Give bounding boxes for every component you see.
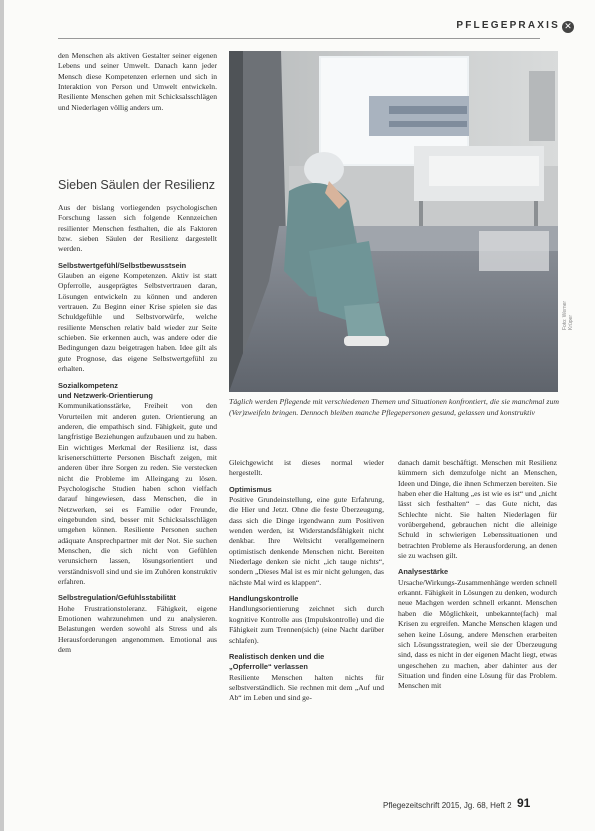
paragraph: den Menschen als aktiven Gestalter seiner eigenen Lebens und seiner Umwelt. Danach kann jeder Mensch diese Kompetenzen erlernen und sich in Interaktion von Person und Umwelt entwickeln. Resiliente Menschen gehen mit Schicksalsschlägen und Niederlagen völlig anders um. bbox=[58, 51, 217, 112]
paragraph: Aus der bislang vorliegenden psychologischen Forschung lassen sich folgende Kennzeichen resilienter Menschen festhalten, die als Faktoren bzw. sieben Säulen der Resilienz dargestellt werden. bbox=[58, 203, 217, 254]
page-header bbox=[0, 0, 595, 48]
subheading: Realistisch denken und die bbox=[229, 651, 325, 661]
subheading: Optimismus bbox=[229, 484, 272, 494]
photo-nurse-sitting-in-corridor bbox=[229, 51, 558, 392]
paragraph: Handlungsorientierung zeichnet sich durch kognitive Kontrolle aus (Impulskontrolle) und die Fähigkeit zum Trennen(sich) (eine Nacht darüber schlafen). bbox=[229, 604, 384, 645]
section-header-title: PFLEGEPRAXIS bbox=[456, 20, 560, 31]
photo-caption: Täglich werden Pflegende mit verschiedenen Themen und Situationen konfrontiert, die sie manchmal zum (Ver)zweifeln bringen. Dennoch bleiben manche Pflegepersonen gesund, gelassen und konstruktiv bbox=[229, 397, 559, 417]
subheading: Sozialkompetenz bbox=[58, 380, 118, 390]
column-3-body bbox=[398, 458, 557, 695]
paragraph: Glauben an eigene Kompetenzen. Aktiv ist statt Opferrolle, ausgeprägtes Selbstvertrauen daran, Lösungen entwickeln zu können und anderen vertrauen. Zu Beginn einer Krise spielen sie das Schuldgefühle und Selbstvorwürfe, welche resiliente Menschen relativ bald wieder zur Seite schieben. Sie erkennen auch, was andere oder die Bedingungen dazu beigetragen haben. Idee gilt als gute Prognose, das eigene Selbstwertgefühl zu erhalten. bbox=[58, 271, 217, 374]
subheading: und Netzwerk-Orientierung bbox=[58, 390, 153, 400]
paragraph: Gleichgewicht ist dieses normal wieder hergestellt. bbox=[229, 458, 384, 478]
subheading: Selbstwertgefühl/Selbstbewusstsein bbox=[58, 260, 187, 270]
paragraph: Positive Grundeinstellung, eine gute Erfahrung, die Hier und Jetzt. Ohne die feste Überzeugung, dass sich die Dinge irgendwann zum Positiven wenden werden, ist Widerstandsfähigkeit nicht denkbar. Ihre Weltsicht verallgemeinern optimistisch denkende Menschen nicht. Bereiten Niederlage denken sie nicht „ich tauge nichts“, sondern „Dieses Mal ist es mir nicht gelungen, das nächste Mal wird es klappen“. bbox=[229, 495, 384, 587]
photo-credit: Foto: Werner Krüper bbox=[562, 300, 574, 330]
column-2-body bbox=[229, 458, 384, 707]
paragraph: Resiliente Menschen halten nichts für selbstverständlich. Sie rechnen mit dem „Auf und Ab“ im Leben und sind ge- bbox=[229, 672, 384, 703]
paragraph: danach damit beschäftigt. Menschen mit Resilienz kümmern sich demzufolge nicht an Menschen, Ideen und Dinge, die ihnen Schmerzen bereiten. Sie haben eher die Haltung „es ist wie es ist“ und „nicht lässt sich festhalten“ – das Gute nicht, das Schlechte nicht. Sie halten Niederlagen für vorübergehend, gebrauchen nicht die alleinige Schuld in schwierigen Lebenssituationen und betrachten Probleme als Herausforderung, an denen sie zu wachsen gilt. bbox=[398, 458, 557, 561]
column-1-intro bbox=[58, 51, 217, 116]
cross-circle-icon: ✕ bbox=[562, 21, 574, 33]
page-edge bbox=[0, 0, 4, 831]
paragraph: Ursache/Wirkungs-Zusammenhänge werden schnell erkannt. Fähigkeit in Lösungen zu denken, wodurch neue Machgen werden schnell erkannt. Menschen haben die Möglichkeit, unbekannte(fach) mal Krisen zu ergreifen. Manche Menschen klagen und sehen keine Lösung, andere Menschen erarbeiten sich Lösungsstrategien, weil sie der Überzeugung sind, dass es nicht in der eigenen Macht liegt, etwas ungeschehen zu machen, aber dahinter aus der Situation und finden eine Lösung für das Problem. Menschen mit bbox=[398, 577, 557, 691]
subheading: Selbstregulation/Gefühlsstabilität bbox=[58, 593, 176, 603]
page-number: 91 bbox=[517, 796, 531, 810]
subheading: „Opferrolle“ verlassen bbox=[229, 662, 308, 672]
column-1-body bbox=[58, 203, 217, 658]
header-rule bbox=[58, 38, 540, 39]
paragraph: Hohe Frustrationstoleranz. Fähigkeit, eigene Emotionen wahrzunehmen und zu analysieren. Belastungen werden sowohl als Stress und als Herausforderungen angenommen. Emotional aus dem bbox=[58, 603, 217, 655]
subheading: Analysestärke bbox=[398, 567, 449, 577]
section-title: Sieben Säulen der Resilienz bbox=[58, 178, 216, 192]
photo-illustration bbox=[229, 51, 558, 392]
footer-journal: Pflegezeitschrift 2015, Jg. 68, Heft 2 bbox=[383, 801, 512, 810]
paragraph: Kommunikationsstärke, Freiheit von den Vorurteilen mit anderen guten. Orientierung an anderen, die empathisch sind. Fähigkeit, gute und langfristige Beziehungen aufzubauen und zu haben. Ein wichtiges Merkmal der Resilienz ist, dass krisenerschütterte Personen Bischaft zeigen, mit anderen über ihre Sorgen zu reden. Sie verstecken nicht die Probleme im Alleingang zu lösen. Psychologische Studien haben schon vielfach darauf hingewiesen, dass Menschen, die in Netzwerken, sei es Familie oder Freunde, eingebunden sind, besser mit Schicksalsschlägen umgehen können. Resiliente Personen suchen adäquate Ansprechpartner mit der Not. Sie suchen Menschen, die sich nicht von Gefühlen verunsichern lassen, lösungsorientiert und verständnisvoll sind und sie im Zuhören konstruktiv erfahren. bbox=[58, 401, 217, 587]
subheading: Handlungskontrolle bbox=[229, 594, 299, 604]
